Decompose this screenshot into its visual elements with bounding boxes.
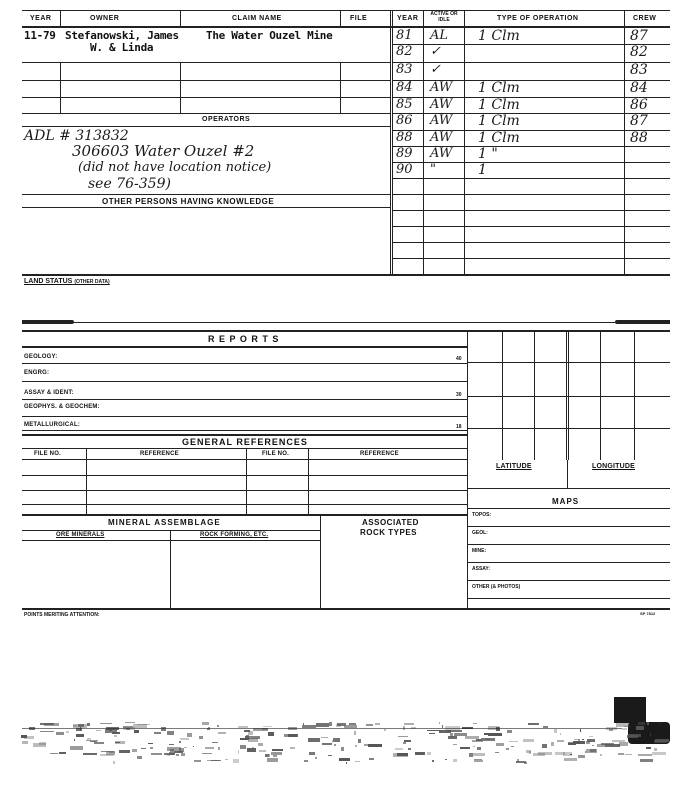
activity-crew: 87 <box>630 113 648 129</box>
col-active-header: ACTIVE OR IDLE <box>430 11 458 23</box>
activity-operation: 1 Clm <box>478 80 520 96</box>
activity-crew: 84 <box>630 80 648 96</box>
gr-reference-2: REFERENCE <box>360 451 399 457</box>
ore-minerals-label: ORE MINERALS <box>56 532 105 538</box>
activity-crew: 87 <box>630 28 648 44</box>
col-crew-header: CREW <box>633 15 657 22</box>
report-row-number: 18 <box>456 424 462 430</box>
activity-year: 85 <box>396 97 413 112</box>
activity-year: 89 <box>396 146 413 161</box>
report-row-label: GEOLOGY: <box>24 354 58 360</box>
operators-line4: see 76-359) <box>88 176 171 192</box>
col-claim-name-header: CLAIM NAME <box>232 15 282 22</box>
activity-status: ✓ <box>430 62 441 77</box>
report-row-label: METALLURGICAL: <box>24 422 81 428</box>
entry-year: 11-79 <box>24 29 56 42</box>
activity-operation: 1 " <box>478 146 498 162</box>
activity-status: AW <box>430 97 453 112</box>
activity-crew: 86 <box>630 97 648 113</box>
activity-operation: 1 Clm <box>478 28 520 44</box>
activity-status: AW <box>430 146 453 161</box>
activity-year: 84 <box>396 80 413 95</box>
general-references-title: GENERAL REFERENCES <box>182 437 308 447</box>
form-code: SP 7812 <box>640 611 656 616</box>
rock-forming-label: ROCK FORMING, ETC. <box>200 532 269 538</box>
activity-status: AW <box>430 113 453 128</box>
operators-line1: ADL # 313832 <box>24 128 129 144</box>
activity-year: 90 <box>396 162 413 177</box>
col-operation-header: TYPE OF OPERATION <box>497 15 579 22</box>
other-persons-label: OTHER PERSONS HAVING KNOWLEDGE <box>102 197 275 206</box>
maps-row-label: ASSAY: <box>472 566 491 572</box>
report-row-label: ASSAY & IDENT: <box>24 390 74 396</box>
activity-crew: 88 <box>630 130 648 146</box>
entry-claim-name: The Water Ouzel Mine <box>206 29 333 42</box>
maps-row-label: OTHER (& PHOTOS) <box>472 584 521 590</box>
activity-crew: 83 <box>630 62 648 78</box>
activity-year: 83 <box>396 62 413 77</box>
activity-operation: 1 <box>478 162 487 178</box>
activity-operation: 1 Clm <box>478 113 520 129</box>
gr-reference-1: REFERENCE <box>140 451 179 457</box>
report-row-number: 40 <box>456 356 462 362</box>
report-row-number: 30 <box>456 392 462 398</box>
activity-year: 88 <box>396 130 413 145</box>
activity-year: 86 <box>396 113 413 128</box>
activity-status: AW <box>430 80 453 95</box>
reports-title: R E P O R T S <box>208 334 280 344</box>
activity-status: " <box>430 162 436 177</box>
operators-line3: (did not have location notice) <box>78 160 272 175</box>
maps-title: MAPS <box>552 497 580 506</box>
longitude-label: LONGITUDE <box>592 463 636 470</box>
gr-file-no-1: FILE NO. <box>34 451 61 457</box>
scan-mark-block <box>614 697 646 723</box>
entry-owner-line2: W. & Linda <box>90 41 154 54</box>
gr-file-no-2: FILE NO. <box>262 451 289 457</box>
activity-status: AL <box>430 28 449 43</box>
latitude-label: LATITUDE <box>496 463 532 470</box>
rock-types-label: ROCK TYPES <box>360 528 418 537</box>
report-row-label: GEOPHYS. & GEOCHEM: <box>24 404 100 410</box>
maps-row-label: TOPOS: <box>472 512 492 518</box>
activity-year: 82 <box>396 44 413 59</box>
col-owner-header: OWNER <box>90 15 120 22</box>
operators-label: OPERATORS <box>202 116 251 123</box>
activity-operation: 1 Clm <box>478 130 520 146</box>
operators-line2: 306603 Water Ouzel #2 <box>72 142 255 160</box>
associated-label: ASSOCIATED <box>362 518 419 527</box>
maps-row-label: GEOL: <box>472 530 488 536</box>
land-status-label: LAND STATUS (OTHER DATA) <box>24 278 110 285</box>
activity-crew: 82 <box>630 44 648 60</box>
maps-row-label: MINE: <box>472 548 487 554</box>
entry-owner-line1: Stefanowski, James <box>65 29 179 42</box>
activity-operation: 1 Clm <box>478 97 520 113</box>
mineral-assemblage-title: MINERAL ASSEMBLAGE <box>108 518 221 527</box>
col-year2-header: YEAR <box>397 15 419 22</box>
activity-year: 81 <box>396 28 413 43</box>
col-file-header: FILE <box>350 15 368 22</box>
activity-status: AW <box>430 130 453 145</box>
col-year-header: YEAR <box>30 15 52 22</box>
activity-status: ✓ <box>430 44 441 59</box>
report-row-label: ENGRG: <box>24 370 50 376</box>
points-meriting-attention-label: POINTS MERITING ATTENTION: <box>24 612 100 618</box>
